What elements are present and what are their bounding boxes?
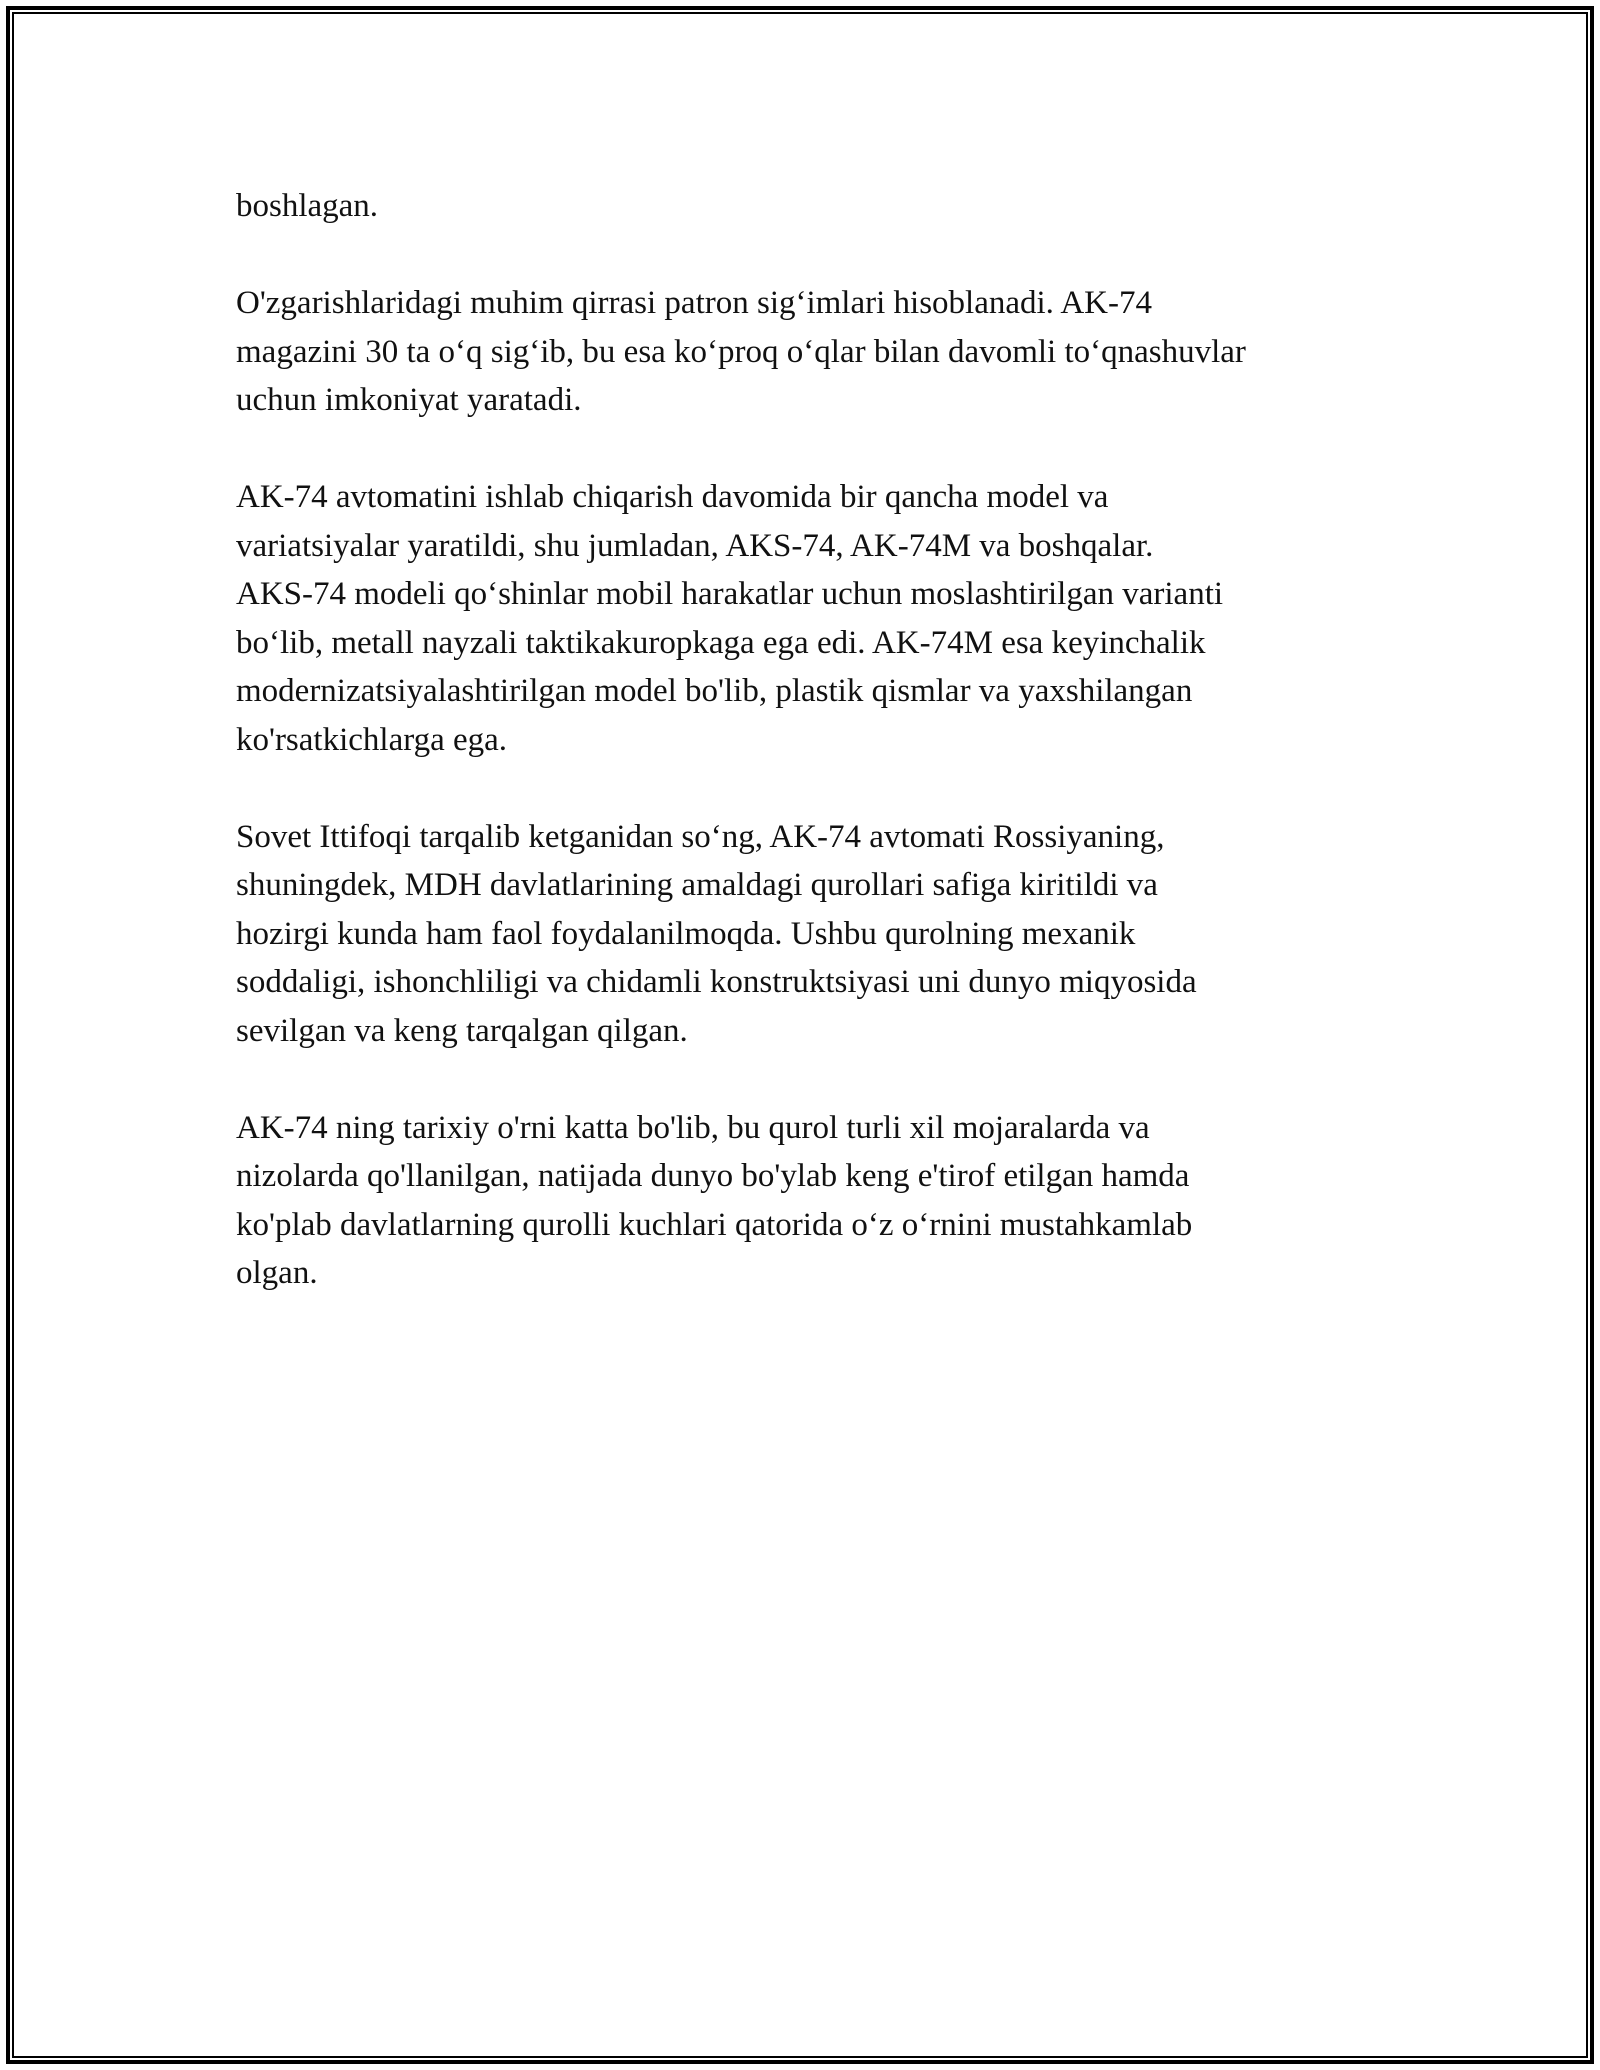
- text-line: uchun imkoniyat yaratadi.: [236, 382, 582, 418]
- text-line: boshlagan.: [236, 188, 379, 224]
- paragraph-2: [236, 279, 1376, 425]
- text-line: shuningdek, MDH davlatlarining amaldagi qurollari safiga kiritildi va: [236, 867, 1158, 903]
- text-line: modernizatsiyalashtirilgan model bo'lib, plastik qismlar va yaxshilangan: [236, 673, 1193, 709]
- text-line: AK-74 ning tarixiy o'rni katta bo'lib, bu qurol turli xil mojaralarda va: [236, 1109, 1150, 1146]
- document-body: [236, 182, 1376, 1346]
- paragraph-3: [236, 473, 1376, 764]
- text-line: bo‘lib, metall nayzali taktikakuropkaga ega edi. AK-74M esa keyinchalik: [236, 624, 1206, 661]
- paragraph-1: [236, 182, 1376, 231]
- text-line: AK-74 avtomatini ishlab chiqarish davomida bir qancha model va: [236, 479, 1109, 515]
- text-line: hozirgi kunda ham faol foydalanilmoqda. Ushbu qurolning mexanik: [236, 915, 1136, 952]
- text-line: ko'plab davlatlarning qurolli kuchlari qatorida o‘z o‘rnini mustahkamlab: [236, 1206, 1193, 1243]
- text-line: O'zgarishlaridagi muhim qirrasi patron sig‘imlari hisoblanadi. AK-74: [236, 285, 1153, 321]
- text-line: nizolarda qo'llanilgan, natijada dunyo bo'ylab keng e'tirof etilgan hamda: [236, 1158, 1190, 1194]
- text-line: soddaligi, ishonchliligi va chidamli konstruktsiyasi uni dunyo miqyosida: [236, 964, 1197, 1000]
- text-line: sevilgan va keng tarqalgan qilgan.: [236, 1012, 688, 1049]
- text-line: ko'rsatkichlarga ega.: [236, 721, 508, 758]
- paragraph-4: [236, 813, 1376, 1056]
- text-line: olgan.: [236, 1255, 318, 1291]
- text-line: AKS-74 modeli qo‘shinlar mobil harakatlar uchun moslashtirilgan varianti: [236, 576, 1224, 612]
- text-line: magazini 30 ta o‘q sig‘ib, bu esa ko‘proq o‘qlar bilan davomli to‘qnashuvlar: [236, 333, 1246, 370]
- text-line: Sovet Ittifoqi tarqalib ketganidan so‘ng, AK-74 avtomati Rossiyaning,: [236, 818, 1165, 855]
- paragraph-5: [236, 1104, 1376, 1298]
- text-line: variatsiyalar yaratildi, shu jumladan, AKS-74, AK-74M va boshqalar.: [236, 527, 1154, 564]
